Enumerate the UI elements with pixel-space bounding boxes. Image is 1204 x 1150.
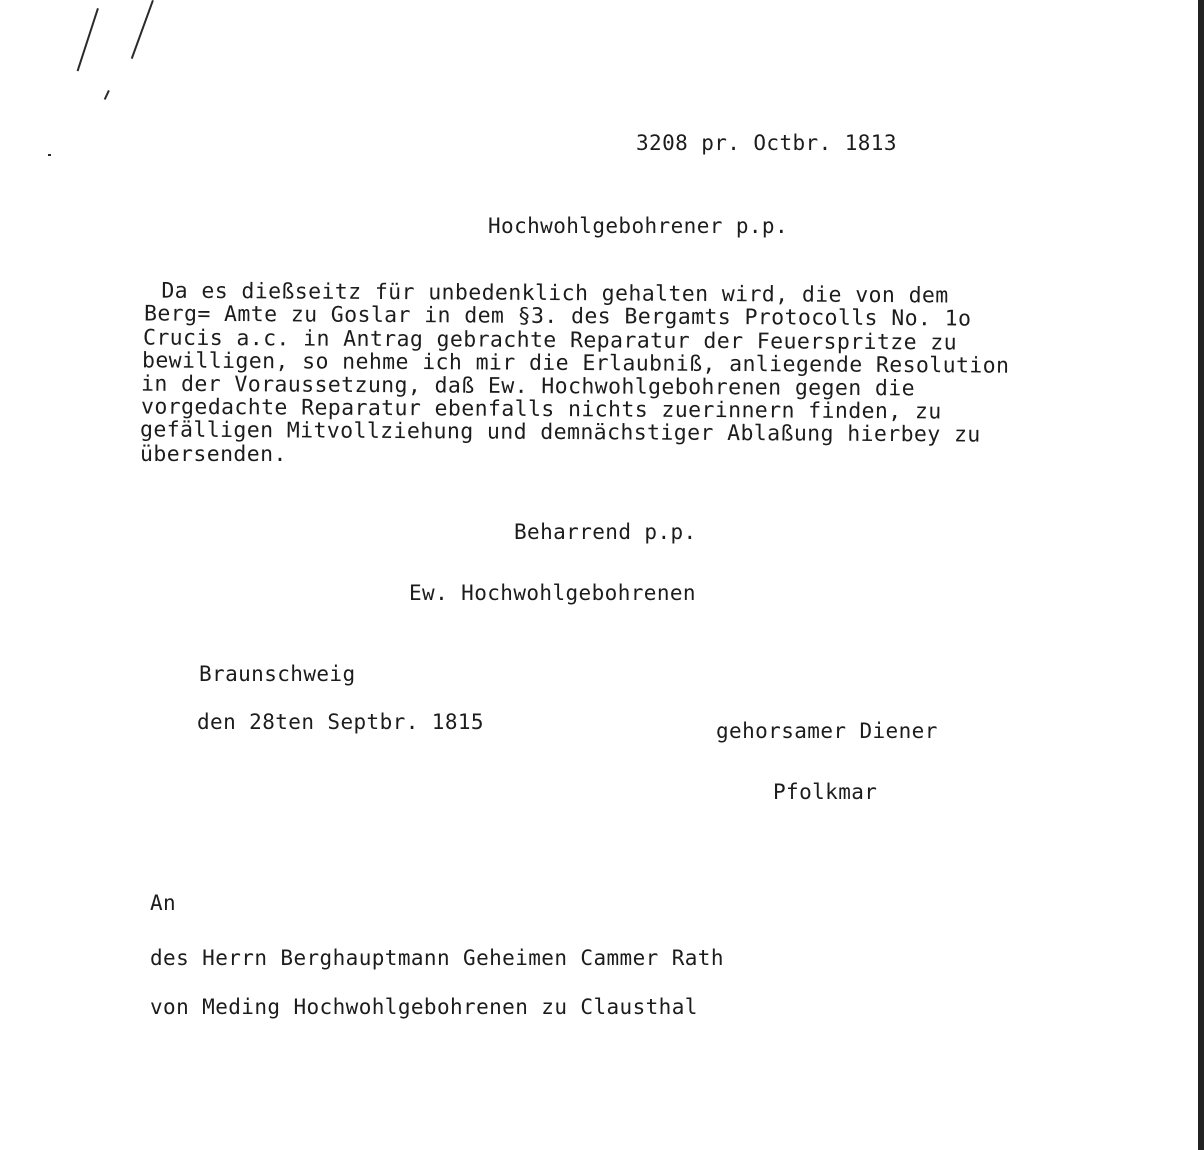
- recipient-line-1: des Herrn Berghauptmann Geheimen Cammer Rath: [150, 946, 724, 970]
- recipient-line-2: von Meding Hochwohlgebohrenen zu Clausthal: [150, 995, 698, 1019]
- body-line: bewilligen, so nehme ich mir die Erlaubniß, anliegende Resolution: [141, 348, 1010, 379]
- body-line: übersenden.: [140, 442, 287, 467]
- scan-mark: [131, 0, 154, 59]
- recipient-an: An: [150, 891, 177, 915]
- salutation: Hochwohlgebohrener p.p.: [488, 214, 788, 238]
- servant-line: gehorsamer Diener: [716, 719, 938, 743]
- date: den 28ten Septbr. 1815: [197, 710, 484, 734]
- address-form: Ew. Hochwohlgebohrenen: [409, 581, 696, 605]
- body-line: Da es dießseitz für unbedenklich gehalten wird, die von dem: [147, 278, 949, 309]
- body-line: in der Voraussetzung, daß Ew. Hochwohlgebohrenen gegen die: [140, 371, 916, 402]
- closing-formula: Beharrend p.p.: [514, 520, 697, 544]
- signature: Pfolkmar: [773, 780, 878, 804]
- body-line: Crucis a.c. in Antrag gebrachte Reparatur der Feuerspritze zu: [142, 325, 958, 356]
- scan-mark: [48, 154, 51, 156]
- scan-edge: [1198, 0, 1204, 1150]
- body-line: Berg= Amte zu Goslar in dem §3. des Bergamts Protocolls No. 1o: [143, 301, 972, 332]
- scan-mark: [77, 8, 99, 71]
- body-line: gefälligen Mitvollziehung und demnächstiger Ablaßung hierbey zu: [139, 417, 981, 448]
- place: Braunschweig: [199, 662, 356, 686]
- body-line: vorgedachte Reparatur ebenfalls nichts zuerinnern finden, zu: [140, 394, 942, 425]
- document-reference: 3208 pr. Octbr. 1813: [636, 131, 897, 155]
- scan-mark: [104, 90, 110, 100]
